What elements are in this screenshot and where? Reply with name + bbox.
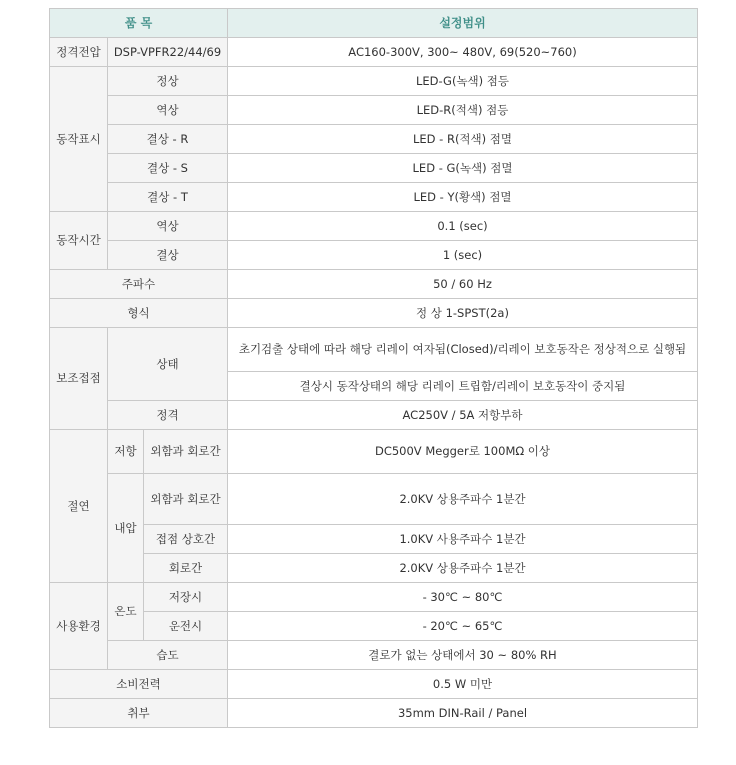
operation-time-label: 동작시간	[50, 212, 108, 270]
temperature-label: 온도	[108, 583, 144, 641]
table-row	[50, 67, 698, 96]
withstand-contacts-value: 1.0KV 사용주파수 1분간	[228, 525, 698, 554]
table-row	[50, 430, 698, 474]
power-label: 소비전력	[50, 670, 228, 699]
header-item: 품 목	[50, 9, 228, 38]
table-row	[50, 38, 698, 67]
resistance-value: DC500V Megger로 100MΩ 이상	[228, 430, 698, 474]
table-row	[50, 525, 698, 554]
open-s-value: LED - G(녹색) 점멸	[228, 154, 698, 183]
table-row	[50, 474, 698, 525]
resistance-label: 저항	[108, 430, 144, 474]
header-range: 설정범위	[228, 9, 698, 38]
table-row	[50, 670, 698, 699]
operating-label: 운전시	[144, 612, 228, 641]
aux-rating-label: 정격	[108, 401, 228, 430]
withstand-case-label: 외함과 회로간	[144, 474, 228, 525]
operation-display-label: 동작표시	[50, 67, 108, 212]
open-t-label: 결상 - T	[108, 183, 228, 212]
table-row	[50, 401, 698, 430]
power-value: 0.5 W 미만	[228, 670, 698, 699]
aux-rating-value: AC250V / 5A 저항부하	[228, 401, 698, 430]
withstand-circuits-value: 2.0KV 상용주파수 1분간	[228, 554, 698, 583]
humidity-value: 결로가 없는 상태에서 30 ~ 80% RH	[228, 641, 698, 670]
table-row	[50, 183, 698, 212]
withstand-contacts-label: 접점 상호간	[144, 525, 228, 554]
header-row	[50, 9, 698, 38]
open-t-value: LED - Y(황색) 점멸	[228, 183, 698, 212]
open-r-value: LED - R(적색) 점멸	[228, 125, 698, 154]
time-reverse-label: 역상	[108, 212, 228, 241]
withstand-label: 내압	[108, 474, 144, 583]
resistance-sub-label: 외함과 회로간	[144, 430, 228, 474]
model-label: DSP-VPFR22/44/69	[108, 38, 228, 67]
frequency-value: 50 / 60 Hz	[228, 270, 698, 299]
open-r-label: 결상 - R	[108, 125, 228, 154]
aux-state-value-1: 초기검출 상태에 따라 해당 리레이 여자됨(Closed)/리레이 보호동작은 정상적으로 실행됨	[228, 328, 698, 372]
operating-value: - 20℃ ~ 65℃	[228, 612, 698, 641]
rated-voltage-value: AC160-300V, 300~ 480V, 69(520~760)	[228, 38, 698, 67]
insulation-label: 절연	[50, 430, 108, 583]
normal-value: LED-G(녹색) 점등	[228, 67, 698, 96]
mounting-label: 취부	[50, 699, 228, 728]
aux-state-label: 상태	[108, 328, 228, 401]
table-row	[50, 96, 698, 125]
aux-contact-label: 보조접점	[50, 328, 108, 430]
table-row	[50, 699, 698, 728]
storage-label: 저장시	[144, 583, 228, 612]
frequency-label: 주파수	[50, 270, 228, 299]
type-value: 정 상 1-SPST(2a)	[228, 299, 698, 328]
open-s-label: 결상 - S	[108, 154, 228, 183]
type-label: 형식	[50, 299, 228, 328]
table-row	[50, 641, 698, 670]
storage-value: - 30℃ ~ 80℃	[228, 583, 698, 612]
reverse-label: 역상	[108, 96, 228, 125]
mounting-value: 35mm DIN-Rail / Panel	[228, 699, 698, 728]
time-reverse-value: 0.1 (sec)	[228, 212, 698, 241]
table-row	[50, 583, 698, 612]
table-row	[50, 125, 698, 154]
table-row	[50, 270, 698, 299]
table-row	[50, 554, 698, 583]
humidity-label: 습도	[108, 641, 228, 670]
rated-voltage-label: 정격전압	[50, 38, 108, 67]
aux-state-value-2: 결상시 동작상태의 해당 리레이 트립함/리레이 보호동작이 중지됨	[228, 372, 698, 401]
table-row	[50, 612, 698, 641]
table-row	[50, 299, 698, 328]
environment-label: 사용환경	[50, 583, 108, 670]
table-row	[50, 212, 698, 241]
time-open-value: 1 (sec)	[228, 241, 698, 270]
table-row	[50, 154, 698, 183]
withstand-case-value: 2.0KV 상용주파수 1분간	[228, 474, 698, 525]
withstand-circuits-label: 회로간	[144, 554, 228, 583]
spec-table	[49, 8, 698, 728]
time-open-label: 결상	[108, 241, 228, 270]
table-row	[50, 241, 698, 270]
table-row	[50, 328, 698, 372]
normal-label: 정상	[108, 67, 228, 96]
reverse-value: LED-R(적색) 점등	[228, 96, 698, 125]
